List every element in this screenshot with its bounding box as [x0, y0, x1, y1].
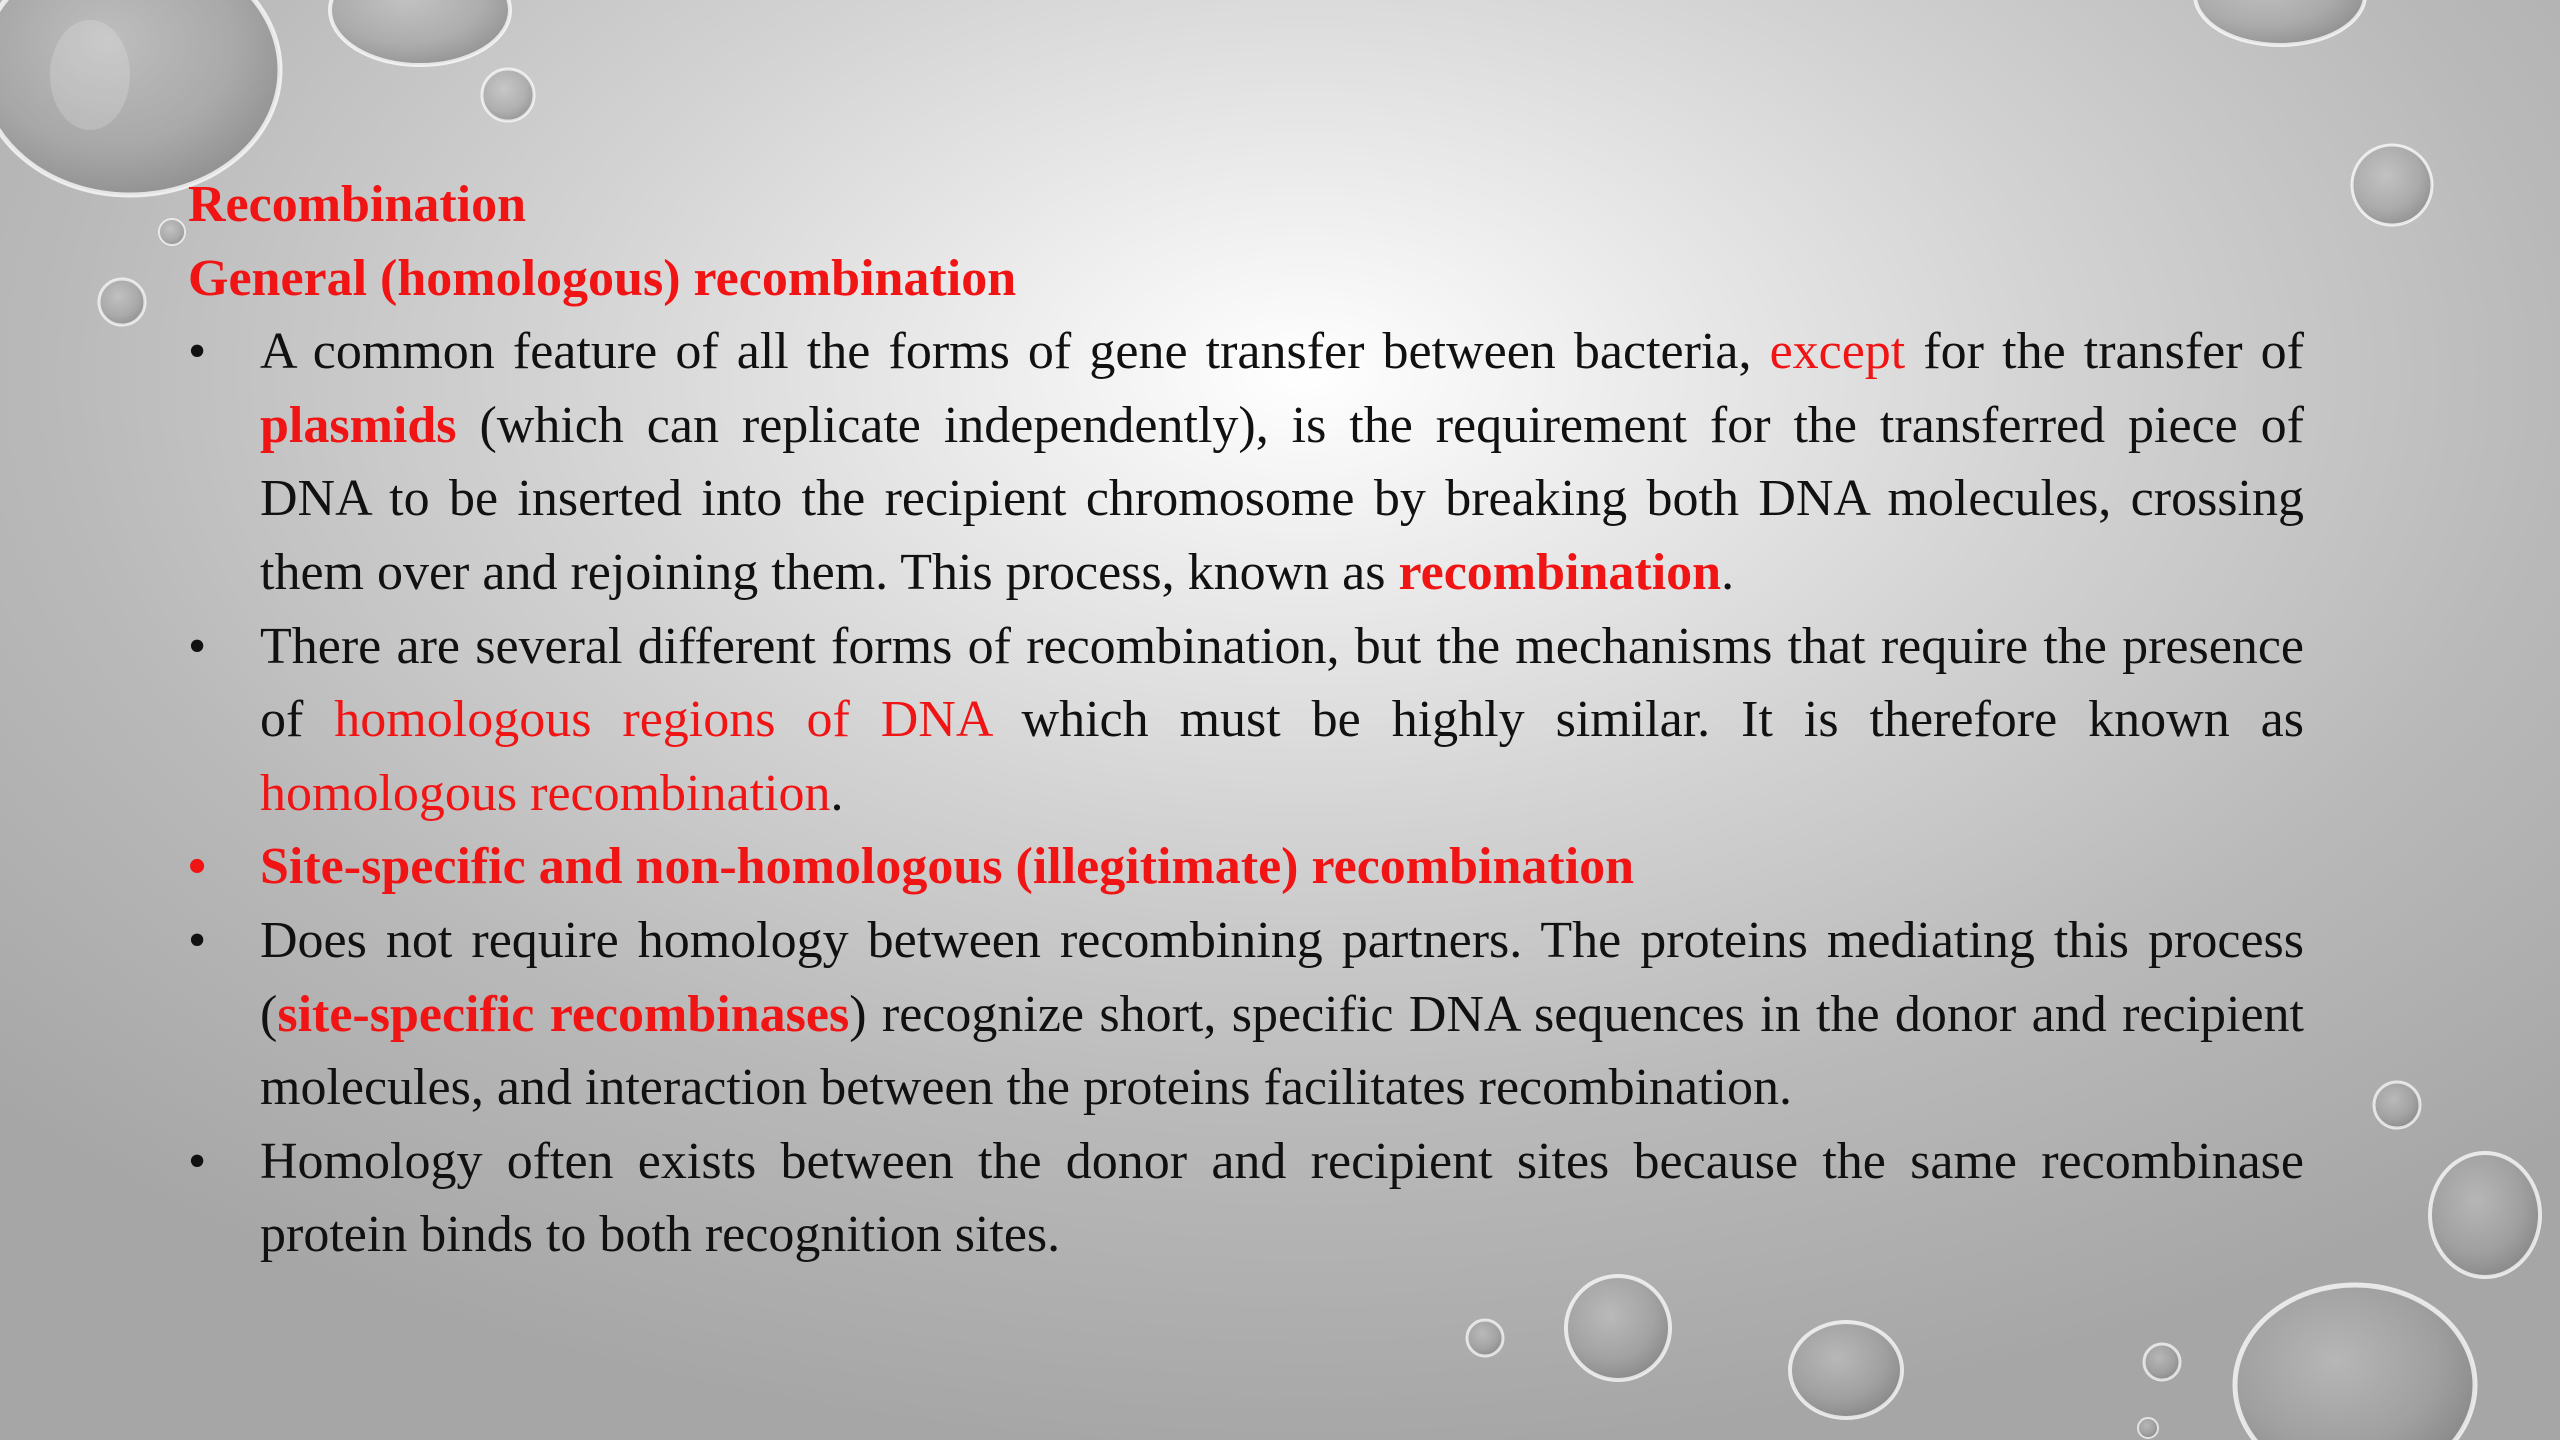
bullet-text: Does not require homology between recombining partners. The proteins mediating this process (	[260, 911, 2304, 1043]
slide-subheading: General (homologous) recombination	[188, 249, 1017, 307]
highlight-recombination: recombination	[1398, 543, 1722, 601]
highlight-homologous-recombination: homologous recombination	[260, 764, 831, 822]
bullet-gene-transfer	[188, 315, 2304, 609]
highlight-plasmids: plasmids	[260, 396, 457, 454]
bullet-text: There are several different forms of recombination, but the mechanisms that require the presence of	[260, 617, 2304, 749]
bullet-text: for the transfer of	[1905, 323, 2304, 381]
bullet-site-specific-heading	[188, 830, 2304, 904]
highlight-homologous-regions: homologous regions of DNA	[334, 691, 991, 749]
highlight-except: except	[1769, 323, 1906, 381]
bullet-text: .	[1721, 543, 1735, 601]
bullet-text: (which can replicate independently), is the requirement for the transferred piece of DNA to be inserted into the recipient chromosome by breaking both DNA molecules, crossing them over and rejoining them. This process, known as	[260, 396, 2304, 601]
bullet-text: Homology often exists between the donor and recipient sites because the same recombinase protein binds to both recognition sites.	[260, 1132, 2304, 1264]
highlight-site-specific-recombinases: site-specific recombinases	[277, 985, 850, 1043]
bullet-text: Site-specific and non-homologous (illegitimate) recombination	[260, 838, 1635, 896]
bullet-text: ) recognize short, specific DNA sequences in the donor and recipient molecules, and interaction between the proteins facilitates recombination.	[260, 985, 2304, 1117]
bullet-text: A common feature of all the forms of gene transfer between bacteria,	[260, 323, 1770, 381]
slide-heading: Recombination	[188, 176, 526, 233]
bottom-droplets	[1467, 1276, 2475, 1440]
bullet-text: which must be highly similar. It is therefore known as	[990, 691, 2304, 749]
bullet-homology-sites	[188, 1125, 2304, 1272]
slide-content	[188, 168, 2304, 1272]
bullet-recombinases	[188, 904, 2304, 1125]
bullet-text: .	[830, 764, 844, 822]
bullet-forms-of-recombination	[188, 610, 2304, 831]
